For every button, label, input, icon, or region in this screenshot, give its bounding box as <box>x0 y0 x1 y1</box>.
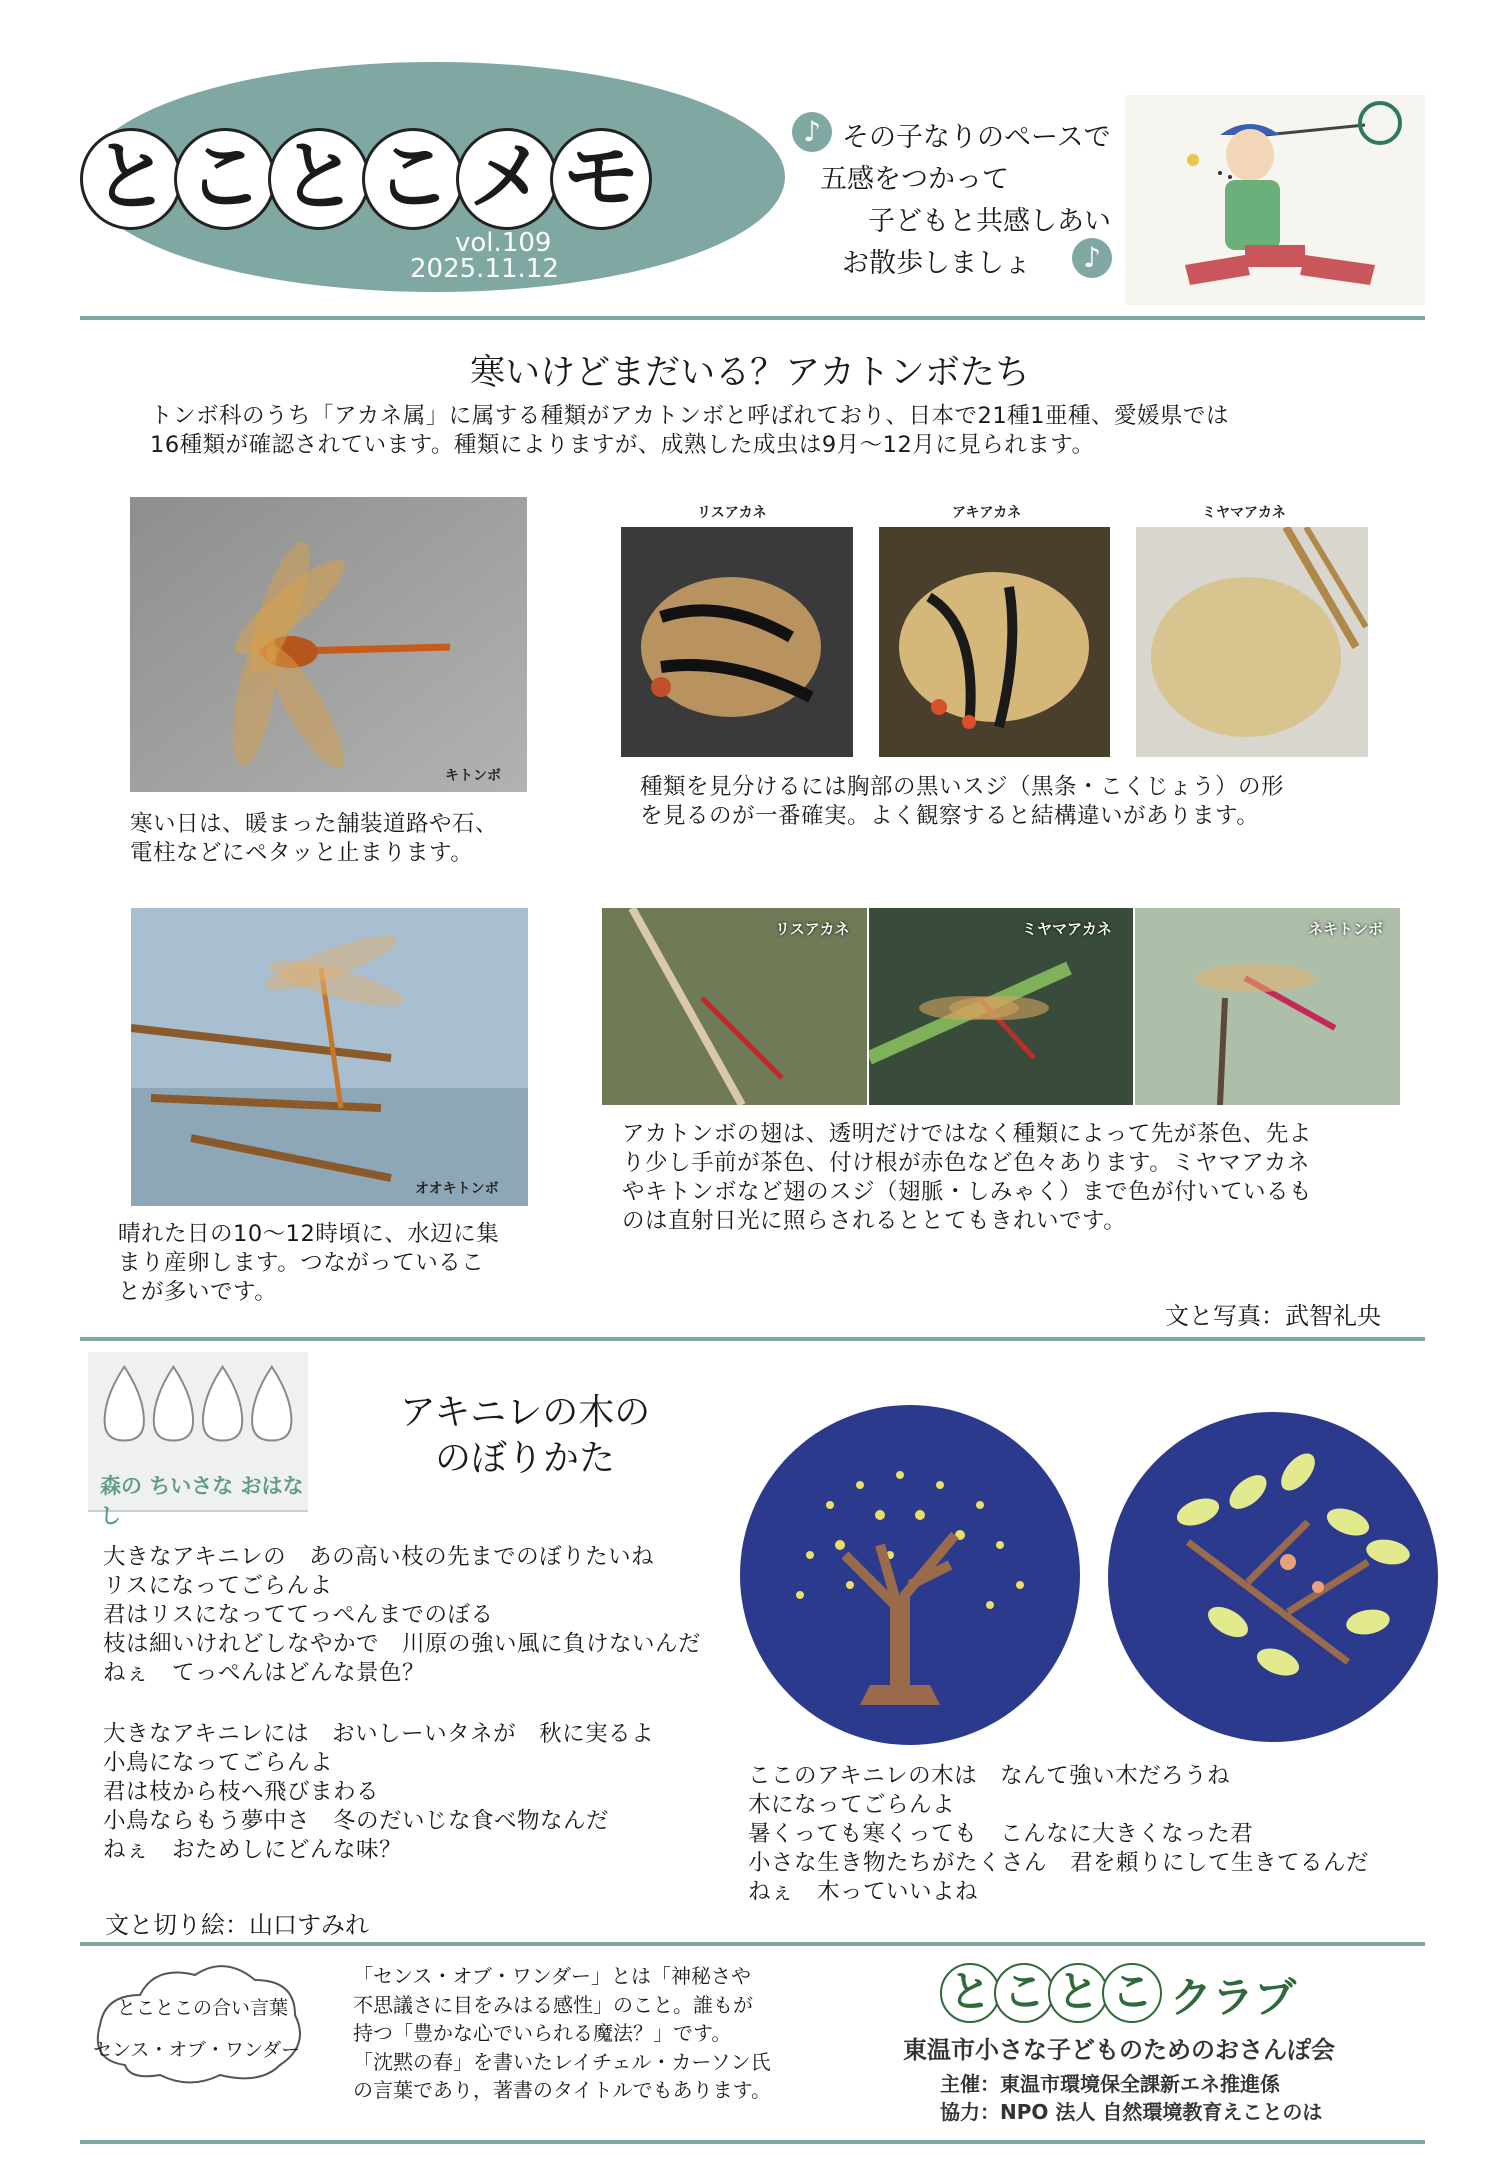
article-credit: 文と写真：武智礼央 <box>1165 1302 1381 1330</box>
photo-caption: リスアカネ <box>775 920 850 938</box>
text-line: トンボ科のうち「アカネ属」に属する種類がアカトンボと呼ばれており、日本で21種1亜種、愛媛県では <box>150 403 1229 429</box>
photo1-text <box>130 810 498 868</box>
club-char: と <box>940 1963 1000 2023</box>
stanza-3 <box>748 1762 1369 1907</box>
divider <box>80 316 1425 320</box>
text-line: 大きなアキニレには おいしーいタネが 秋に実るよ <box>103 1721 655 1747</box>
host-info: 主催：東温市環境保全課新エネ推進係 <box>940 2072 1280 2096</box>
text-line: 木になってごらんよ <box>748 1792 956 1818</box>
photo2-text <box>118 1220 499 1307</box>
papercut-branch-circle <box>1108 1412 1438 1742</box>
club-suffix: クラブ <box>1170 1973 1297 2022</box>
photo-caption: ミヤマアカネ <box>1022 920 1112 938</box>
photo-caption: キトンボ <box>445 768 501 784</box>
text-line: ねぇ おためしにどんな味？ <box>103 1837 403 1863</box>
text-line: 「センス・オブ・ワンダー」とは「神秘さや <box>353 1964 751 1988</box>
motto-line: 子どもと共感しあい <box>868 206 1111 237</box>
title-char: モ <box>550 128 652 230</box>
club-subtitle: 東温市小さな子どものためのおさんぽ会 <box>903 2036 1335 2064</box>
child-with-net-illustration <box>1125 95 1425 305</box>
stanza-2 <box>103 1720 654 1865</box>
title-char: と <box>268 128 370 230</box>
story-credit: 文と切り絵：山口すみれ <box>105 1911 369 1939</box>
photo-caption: アキアカネ <box>952 505 1022 521</box>
ookitonbo-photo <box>131 908 528 1206</box>
title-char: と <box>80 128 182 230</box>
motto-line: 五感をつかって <box>820 164 1009 195</box>
article-title: 寒いけどまだいる？アカトンボたち <box>470 353 1030 393</box>
coop-info: 協力：NPO 法人 自然環境教育えことのは <box>940 2100 1323 2124</box>
title-line: のぼりかた <box>434 1438 615 1479</box>
divider <box>80 2140 1425 2144</box>
badge-label: 森の ちいさな おはなし <box>100 1474 304 1528</box>
text-line: 小さな生き物たちがたくさん 君を頼りにして生きてるんだ <box>748 1850 1370 1876</box>
cloud-title: とことこの合い言葉 <box>117 1997 289 2019</box>
text-line: 君はリスになっててっぺんまでのぼる <box>103 1602 494 1628</box>
text-line: 持つ「豊かな心でいられる魔法？」です。 <box>353 2021 732 2045</box>
akiakane-thorax-photo <box>879 527 1110 757</box>
photo-caption: ネキトンボ <box>1308 920 1384 938</box>
article-intro <box>150 402 1229 460</box>
forest-story-badge <box>88 1352 308 1528</box>
text-line: とが多いです。 <box>118 1279 278 1305</box>
text-line: ここのアキニレの木は なんて強い木だろうね <box>748 1763 1231 1789</box>
papercut-tree-circle <box>740 1405 1080 1745</box>
motto-line: その子なりのペースで <box>842 122 1111 153</box>
text-line: り少し手前が茶色、付け根が赤色など色々あります。ミヤマアカネ <box>622 1150 1310 1176</box>
title-char: こ <box>362 128 464 230</box>
risuakane-thorax-photo <box>621 527 853 757</box>
club-char: と <box>1048 1963 1108 2023</box>
text-line: を見るのが一番確実。よく観察すると結構違いがあります。 <box>640 803 1260 829</box>
text-line: の言葉であり，著書のタイトルでもあります。 <box>353 2078 771 2102</box>
text-line: 電柱などにペタッと止まります。 <box>130 840 474 866</box>
photo-caption: オオキトンボ <box>415 1181 499 1197</box>
text-line: 「沈黙の春」を書いたレイチェル・カーソン氏 <box>353 2049 771 2074</box>
club-char: こ <box>994 1963 1054 2023</box>
vol-number: vol.109 <box>455 228 552 258</box>
text-line: 種類を見分けるには胸部の黒いスジ（黒条・こくじょう）の形 <box>640 774 1285 800</box>
stanza-1 <box>103 1543 701 1688</box>
title-char: メ <box>456 128 558 230</box>
note-icon: ♪ <box>1072 238 1112 278</box>
cloud-word: センス・オブ・ワンダー <box>93 2039 301 2061</box>
note-icon: ♪ <box>792 112 832 152</box>
title-line: アキニレの木の <box>399 1392 651 1433</box>
text-line: のは直射日光に照らされるととてもきれいです。 <box>622 1208 1127 1234</box>
text-line: 寒い日は、暖まった舗装道路や石、 <box>130 811 499 837</box>
text-line: 16種類が確認されています。種類によりますが、成熟した成虫は9月～12月に見られます。 <box>150 432 1095 458</box>
text-line: アカトンボの翅は、透明だけではなく種類によって先が茶色、先よ <box>622 1121 1312 1147</box>
text-line: 不思議さに目をみはる感性」のこと。誰もが <box>353 1992 753 2017</box>
text-line: 小鳥ならもう夢中さ 冬のだいじな食べ物なんだ <box>103 1808 610 1834</box>
text-line: リスになってごらんよ <box>103 1573 333 1599</box>
photo-caption: ミヤマアカネ <box>1202 505 1286 521</box>
text-line: 大きなアキニレの あの高い枝の先までのぼりたいね <box>103 1544 655 1570</box>
divider <box>80 1942 1425 1946</box>
miyamaakane-thorax-photo <box>1136 527 1368 757</box>
text-line: やキトンボなど翅のスジ（翅脈・しみゃく）まで色が付いているも <box>622 1179 1313 1205</box>
text-line: 君は枝から枝へ飛びまわる <box>103 1779 380 1805</box>
sense-of-wonder-explanation <box>353 1962 771 2105</box>
header-title <box>80 128 644 230</box>
motto-line: お散歩しましょ <box>842 248 1031 279</box>
photo-caption: リスアカネ <box>697 505 767 521</box>
text-line: ねぇ 木っていいよね <box>748 1879 979 1905</box>
text-line: まり産卵します。つながっているこ <box>118 1250 485 1276</box>
wing-text <box>622 1120 1312 1236</box>
story-title <box>350 1390 700 1482</box>
text-line: 枝は細いけれどしなやかで 川原の強い風に負けないんだ <box>103 1631 702 1657</box>
club-logo <box>940 1963 1296 2025</box>
text-line: ねぇ てっぺんはどんな景色？ <box>103 1660 426 1686</box>
divider <box>80 1337 1425 1341</box>
issue-date: 2025.11.12 <box>410 254 559 284</box>
kitonbo-photo <box>130 497 527 792</box>
title-char: こ <box>174 128 276 230</box>
thorax-text <box>640 773 1284 831</box>
text-line: 晴れた日の10～12時頃に、水辺に集 <box>118 1221 500 1247</box>
club-char: こ <box>1102 1963 1162 2023</box>
motto-cloud <box>85 1955 325 2095</box>
text-line: 小鳥になってごらんよ <box>103 1750 334 1776</box>
text-line: 暑くっても寒くっても こんなに大きくなった君 <box>748 1821 1254 1847</box>
